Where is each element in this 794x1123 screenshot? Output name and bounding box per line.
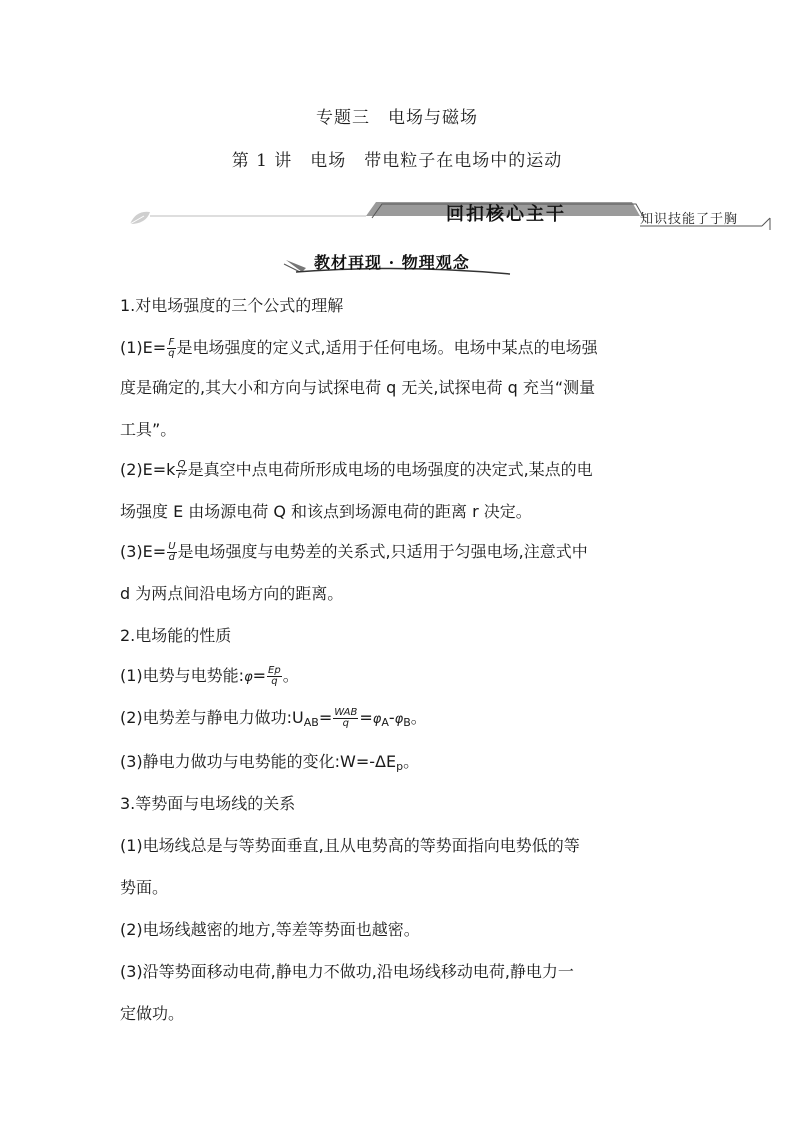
banner-motto: 知识技能了于胸 — [640, 212, 739, 227]
fraction-q-over-r2: $\frac{Q}{\text{r²}}$ — [177, 459, 186, 481]
heading-2: 2.电场能的性质 — [120, 626, 232, 645]
formula-potential-difference: (2)电势差与静电力做功:UAB= $\frac{\text{WAB}}{q}$ =φA-φB。 — [120, 707, 427, 729]
heading-1: 1.对电场强度的三个公式的理解 — [120, 296, 344, 315]
formula-potential: (1)电势与电势能:φ= $\frac{Ep}{q}$ 。 — [120, 665, 299, 687]
lesson-title: 第 1 讲 电场 带电粒子在电场中的运动 — [231, 151, 563, 171]
leaf-icon — [130, 212, 150, 224]
formula-line-2: (2)E=k $\frac{Q}{\text{r²}}$ 是真空中点电荷所形成电场的电场强度的决定式,某点的电 — [120, 459, 593, 481]
section-banner — [126, 198, 776, 232]
text-line: 度是确定的,其大小和方向与试探电荷 q 无关,试探电荷 q 充当“测量 — [120, 378, 596, 397]
fraction-u-over-d: $\frac{U}{d}$ — [168, 541, 176, 563]
chapter-title: 专题三 电场与磁场 — [316, 108, 478, 128]
formula-work-energy: (3)静电力做功与电势能的变化:W=-ΔEp。 — [120, 752, 420, 773]
heading-3: 3.等势面与电场线的关系 — [120, 794, 296, 813]
text-line: (2)电场线越密的地方,等差等势面也越密。 — [120, 920, 420, 939]
fraction-wab-over-q: $\frac{\text{WAB}}{q}$ — [334, 707, 358, 729]
text-line: 定做功。 — [120, 1004, 185, 1023]
text-line: 场强度 E 由场源电荷 Q 和该点到场源电荷的距离 r 决定。 — [120, 502, 532, 521]
formula-line-3: (3)E= $\frac{U}{d}$ 是电场强度与电势差的关系式,只适用于匀强电场,注意式中 — [120, 541, 588, 563]
text-line: d 为两点间沿电场方向的距离。 — [120, 584, 344, 603]
text-line: (3)沿等势面移动电荷,静电力不做功,沿电场线移动电荷,静电力一 — [120, 962, 574, 981]
subsection-header — [282, 246, 522, 276]
text-line: (1)电场线总是与等势面垂直,且从电势高的等势面指向电势低的等 — [120, 836, 580, 855]
pen-icon — [284, 260, 306, 272]
text-line: 工具”。 — [120, 420, 177, 439]
fraction-f-over-q: $\frac{F}{q}$ — [168, 337, 175, 359]
banner-title: 回扣核心主干 — [446, 204, 566, 225]
fraction-ep-over-q: $\frac{Ep}{q}$ — [268, 665, 281, 687]
formula-line-1: (1)E= $\frac{F}{q}$ 是电场强度的定义式,适用于任何电场。电场中某点的电场强 — [120, 337, 598, 359]
subsection-title: 教材再现 · 物理观念 — [314, 253, 470, 272]
text-line: 势面。 — [120, 878, 169, 897]
